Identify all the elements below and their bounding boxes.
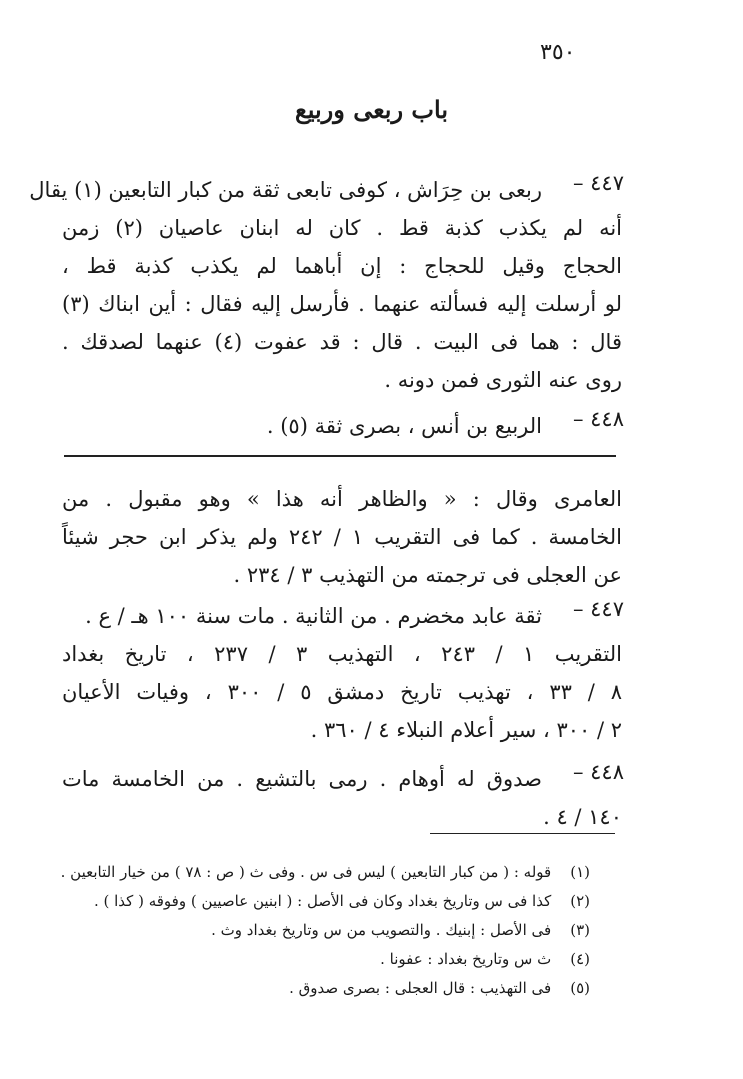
text-line: التقريب ١ / ٢٤٣ ، التهذيب ٣ / ٢٣٧ ، تاريخ بغداد <box>62 642 623 666</box>
section-heading: باب ربعى وربيع <box>294 95 449 124</box>
footnote-text: فى التهذيب : قال العجلى : بصرى صدوق . <box>289 979 552 997</box>
entry-number: ٤٤٧ – <box>572 597 624 621</box>
text-line: ٨ / ٣٣ ، تهذيب تاريخ دمشق ٥ / ٣٠٠ ، وفيات الأعيان <box>62 680 622 704</box>
footnote-text: كذا فى س وتاريخ بغداد وكان فى الأصل : ( ابنين عاصيين ) وفوقه ( كذا ) . <box>93 892 552 910</box>
footnote-number: (٣) <box>570 921 590 939</box>
text-line: عن العجلى فى ترجمته من التهذيب ٣ / ٢٣٤ . <box>233 563 622 587</box>
entry-number: ٤٤٧ – <box>572 171 624 195</box>
text-line: أنه لم يكذب كذبة قط . كان له ابنان عاصيان (٢) زمن <box>62 216 623 240</box>
commentary-continuation <box>62 480 622 594</box>
text-line: الربيع بن أنس ، بصرى ثقة (٥) . <box>266 414 542 438</box>
text-line: ثقة عابد مخضرم . من الثانية . مات سنة ١٠٠ هـ / ع . <box>85 604 542 628</box>
entry-number: ٤٤٨ – <box>572 760 624 784</box>
main-entry-447 <box>29 171 624 399</box>
commentary-entry <box>62 760 622 836</box>
divider-rule <box>64 455 616 457</box>
text-line: الحجاج وقيل للحجاج : إن أباهما لم يكذب كذبة قط ، <box>62 254 622 278</box>
text-line: لو أرسلت إليه فسألته عنهما . فأرسل إليه فقال : أين ابناك (٣) <box>62 292 622 316</box>
text-line: ١٤٠ / ٤ . <box>543 805 622 829</box>
text-line: روى عنه الثورى فمن دونه . <box>384 368 622 392</box>
commentary-entry-448 <box>62 760 622 836</box>
footnote <box>70 974 590 1003</box>
text-line: ربعى بن حِرَاش ، كوفى تابعى ثقة من كبار التابعين (١) يقال <box>29 178 542 202</box>
footnote-number: (١) <box>570 863 590 881</box>
footnote <box>60 858 590 887</box>
main-text <box>29 171 624 445</box>
commentary-entry-447 <box>62 597 622 749</box>
commentary-entry <box>62 597 622 749</box>
footnote-number: (٢) <box>570 892 590 910</box>
main-entry-448 <box>62 407 622 445</box>
footnotes <box>60 858 590 1003</box>
footnote-number: (٤) <box>570 950 590 968</box>
text-line: ٢ / ٣٠٠ ، سير أعلام النبلاء ٤ / ٣٦٠ . <box>310 718 622 742</box>
text-line: قال : هما فى البيت . قال : قد عفوت (٤) عنهما لصدقك . <box>62 330 622 354</box>
page-number: ٣٥٠ <box>540 40 576 65</box>
footnote <box>70 945 590 974</box>
footnote-rule <box>430 833 615 834</box>
text-line: صدوق له أوهام . رمى بالتشيع . من الخامسة مات <box>62 767 542 791</box>
text-line: الخامسة . كما فى التقريب ١ / ٢٤٢ ولم يذكر ابن حجر شيئاً <box>62 525 622 549</box>
footnote-number: (٥) <box>570 979 590 997</box>
entry-number: ٤٤٨ – <box>572 407 624 431</box>
footnote-text: ث س وتاريخ بغداد : عفونا . <box>380 950 552 968</box>
footnote <box>70 887 590 916</box>
footnote <box>70 916 590 945</box>
text-line: العامرى وقال : « والظاهر أنه هذا » وهو مقبول . من <box>62 487 622 511</box>
footnote-text: فى الأصل : إبنيك . والتصويب من س وتاريخ بغداد وث . <box>211 921 552 939</box>
footnote-text: قوله : ( من كبار التابعين ) ليس فى س . وفى ث ( ص : ٧٨ ) من خيار التابعين . <box>60 863 552 881</box>
